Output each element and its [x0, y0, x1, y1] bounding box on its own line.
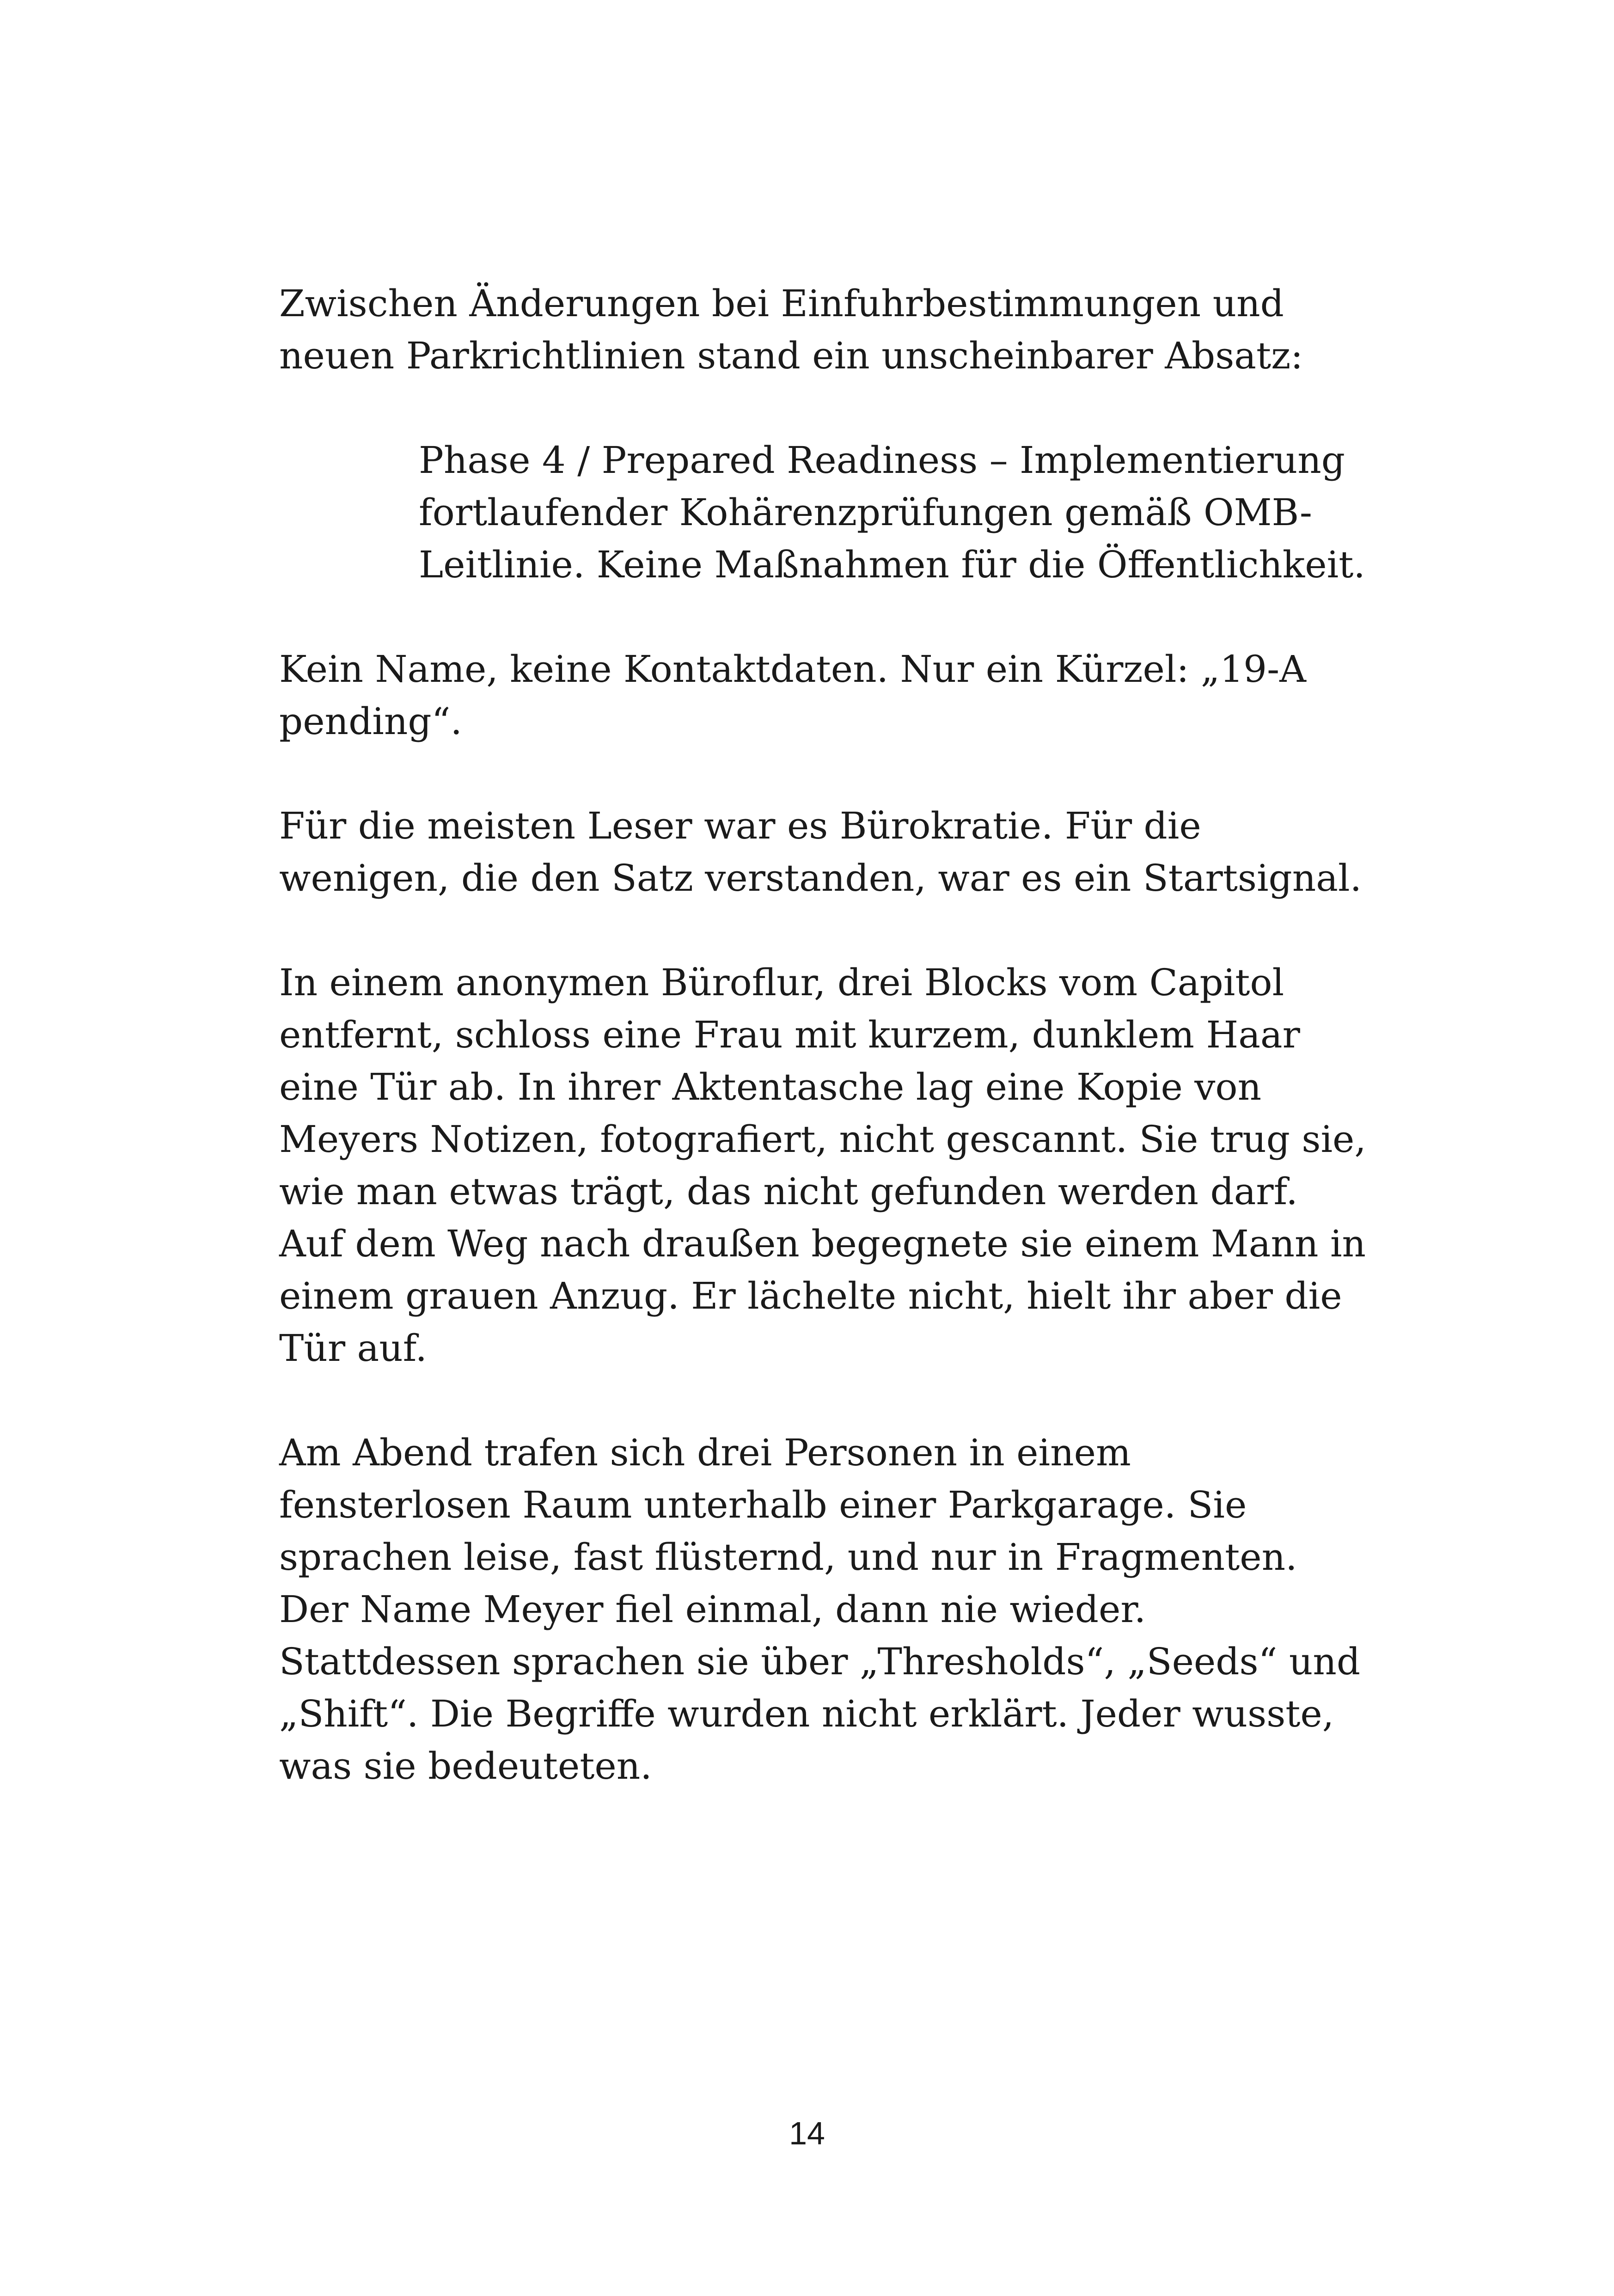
- block-quote: Phase 4 / Prepared Readiness – Implementierung fortlaufender Kohärenzprüfungen gemäß OMB-Leitlinie. Keine Maßnahmen für die Öffentlichkeit.: [419, 439, 1365, 586]
- paragraph-4: In einem anonymen Büroflur, drei Blocks vom Capitol entfernt, schloss eine Frau mit kurzem, dunklem Haar eine Tür ab. In ihrer Aktentasche lag eine Kopie von Meyers Notizen, fotografiert, nicht gescannt. Sie trug sie, wie man etwas trägt, das nicht gefunden werden darf. Auf dem Weg nach draußen begegnete sie einem Mann in einem grauen Anzug. Er lächelte nicht, hielt ihr aber die Tür auf.: [279, 961, 1366, 1370]
- paragraph-3: Für die meisten Leser war es Bürokratie. Für die wenigen, die den Satz verstanden, war es ein Startsignal.: [279, 804, 1362, 900]
- paragraph-2: Kein Name, keine Kontaktdaten. Nur ein Kürzel: „19-A pending“.: [279, 648, 1306, 743]
- page-number: 14: [789, 2115, 825, 2151]
- paragraph-5: Am Abend trafen sich drei Personen in einem fensterlosen Raum unterhalb einer Parkgarage. Sie sprachen leise, fast flüsternd, und nur in Fragmenten. Der Name Meyer fiel einmal, dann nie wieder. Stattdessen sprachen sie über „Thresholds“, „Seeds“ und „Shift“. Die Begriffe wurden nicht erklärt. Jeder wusste, was sie bedeuteten.: [279, 1431, 1361, 1788]
- body-text: [279, 277, 1370, 1844]
- paragraph-1: Zwischen Änderungen bei Einfuhrbestimmungen und neuen Parkrichtlinien stand ein unscheinbarer Absatz:: [279, 282, 1303, 377]
